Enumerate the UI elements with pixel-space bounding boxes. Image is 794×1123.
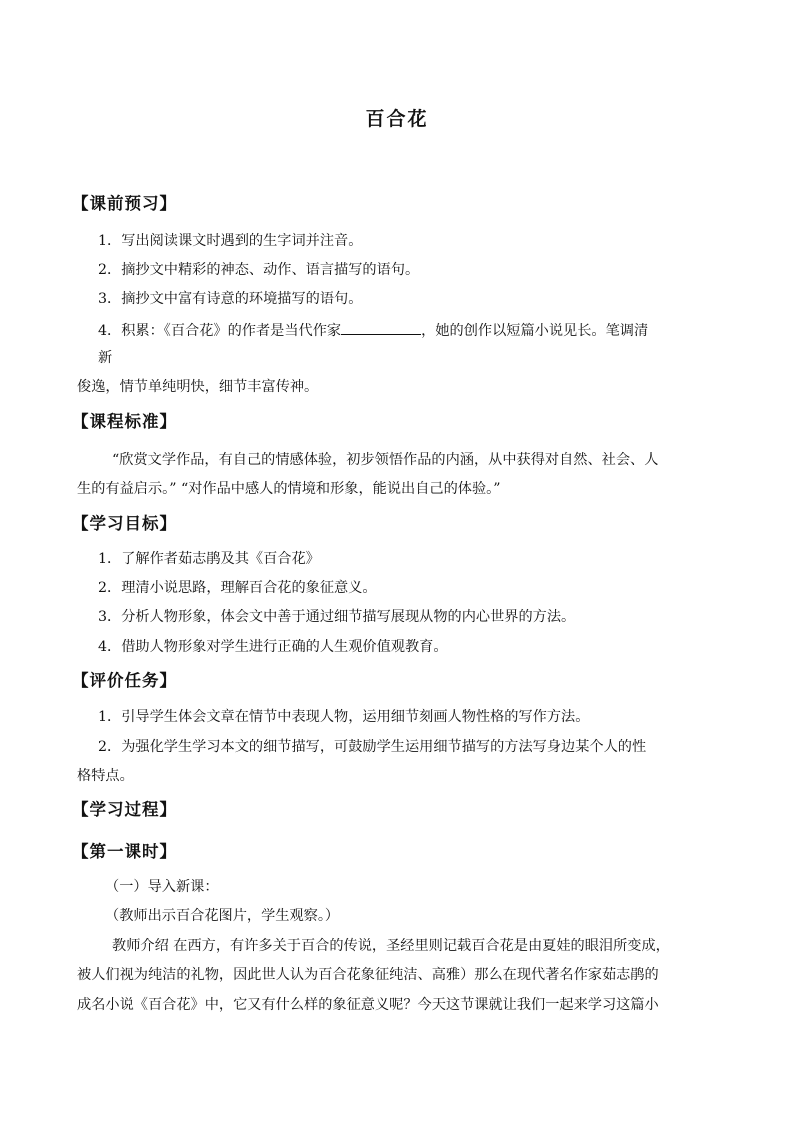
lesson1-para-line-3: 成名小说《百合花》中，它又有什么样的象征意义呢？今天这节课就让我们一起来学习这篇小	[77, 997, 659, 1013]
task-item-1: 1．引导学生体会文章在情节中表现人物，运用细节刻画人物性格的写作方法。	[98, 709, 590, 725]
lesson1-para-line-2: 被人们视为纯洁的礼物，因此世人认为百合花象征纯洁、高雅）那么在现代著名作家茹志鹃的	[77, 967, 659, 983]
heading-goals: 【学习目标】	[72, 514, 177, 533]
preview-item-4-part2: ，她的创作以短篇小说见长。笔调清	[421, 323, 649, 339]
goal-item-4: 4．借助人物形象对学生进行正确的人生观价值观教育。	[98, 639, 448, 655]
goal-item-3: 3．分析人物形象，体会文中善于通过细节描写展现从物的内心世界的方法。	[98, 609, 576, 625]
heading-process: 【学习过程】	[72, 800, 177, 819]
heading-preview: 【课前预习】	[72, 194, 177, 213]
goal-item-2: 2．理清小说思路，理解百合花的象征意义。	[98, 580, 377, 596]
page-title: 百合花	[365, 108, 429, 130]
preview-item-4-part1: 4．积累：《百合花》的作者是当代作家	[98, 323, 342, 339]
preview-item-3: 3．摘抄文中富有诗意的环境描写的语句。	[98, 291, 363, 307]
preview-item-2: 2．摘抄文中精彩的神态、动作、语言描写的语句。	[98, 262, 420, 278]
standard-line-1: “欣赏文学作品，有自己的情感体验，初步领悟作品的内涵，从中获得对自然、社会、人	[112, 452, 659, 468]
preview-item-4	[98, 320, 648, 340]
goal-item-1: 1．了解作者茹志鹃及其《百合花》	[98, 551, 320, 567]
heading-tasks: 【评价任务】	[72, 671, 177, 690]
heading-standard: 【课程标准】	[72, 412, 177, 431]
preview-item-1: 1．写出阅读课文时遇到的生字词并注音。	[98, 233, 363, 249]
lesson1-para-line-1: 教师介绍 在西方，有许多关于百合的传说，圣经里则记载百合花是由夏娃的眼泪所变成，	[112, 938, 670, 954]
heading-lesson-1: 【第一课时】	[72, 842, 177, 861]
task-item-2-line-1: 2．为强化学生学习本文的细节描写，可鼓励学生运用细节描写的方法写身边某个人的性	[98, 739, 647, 755]
standard-line-2: 生的有益启示。” “对作品中感人的情境和形象，能说出自己的体验。”	[77, 481, 501, 497]
lesson1-sub-2: （教师出示百合花图片，学生观察。）	[105, 908, 340, 924]
preview-item-4-cont: 俊逸，情节单纯明快，细节丰富传神。	[77, 379, 319, 395]
fill-in-blank[interactable]	[341, 320, 421, 335]
preview-item-4-wrap: 新	[98, 350, 113, 366]
lesson1-sub-1: （一）导入新课：	[105, 879, 219, 895]
task-item-2-line-2: 格特点。	[77, 768, 134, 784]
